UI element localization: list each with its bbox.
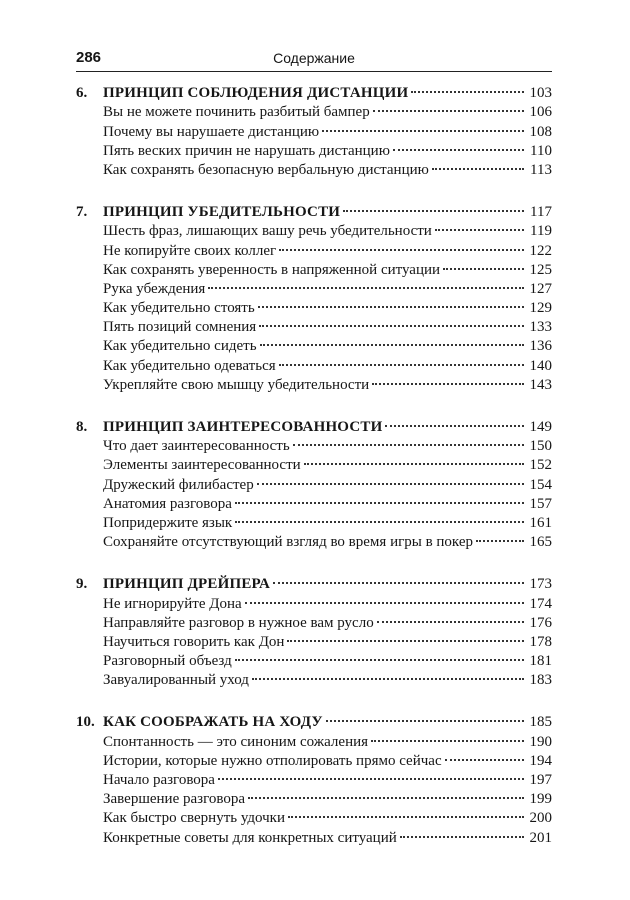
page-ref: 194 [529,752,552,769]
page-ref: 199 [529,791,552,808]
page-ref: 125 [529,261,552,278]
page-ref: 201 [529,829,552,846]
dot-leader [435,216,524,235]
chapter-title-entry[interactable] [76,197,552,221]
dot-leader [326,707,524,726]
dot-leader [393,136,524,155]
dot-leader [260,331,524,350]
dot-leader [235,646,524,665]
page-ref: 119 [530,223,552,240]
entry-title: Анатомия разговора [103,495,232,512]
dot-leader [257,469,524,488]
page-ref: 150 [529,438,552,455]
page-ref: 136 [529,338,552,355]
entry-title: Разговорный объезд [103,653,232,670]
chapter-title: ПРИНЦИП ДРЕЙПЕРА [103,576,271,593]
entry-title: Как быстро свернуть удочки [103,810,285,827]
entry-title: Завуалированный уход [103,672,249,689]
page-ref: 154 [529,476,552,493]
entry-title: Укрепляйте свою мышцу убедительности [103,376,370,393]
dot-leader [293,431,524,450]
chapter-number: 8. [76,419,88,435]
dot-leader [208,274,524,293]
dot-leader [258,293,524,312]
dot-leader [445,746,524,765]
page-ref: 178 [529,633,552,650]
chapter-title-entry[interactable] [76,78,552,102]
entry-title: Как убедительно сидеть [103,338,257,355]
dot-leader [304,450,524,469]
entry-title: Попридержите язык [103,514,233,531]
chapter-number: 10. [76,714,95,731]
entry-title: Не игнорируйте Дона [103,595,242,612]
dot-leader [400,822,524,841]
entry-title: Конкретные советы для конкретных ситуаций [103,829,397,846]
entry-title: Пять веских причин не нарушать дистанцию [103,142,390,159]
page-ref: 140 [529,357,552,374]
page-ref: 200 [529,810,552,827]
page-ref: 174 [529,595,552,612]
dot-leader [385,412,524,431]
chapter-title-entry[interactable] [76,412,552,435]
page-ref: 190 [529,733,552,750]
entry-title: Научиться говорить как Дон [103,633,285,650]
entry-title: Рука убеждения [103,280,206,297]
dot-leader [218,765,524,784]
entry-title: Начало разговора [103,772,215,788]
chapter-title-entry[interactable] [76,707,552,731]
page-ref: 197 [529,772,552,788]
dot-leader [287,627,524,646]
chapter-number: 6. [76,85,88,102]
dot-leader [432,155,524,174]
chapter-number: 7. [76,204,88,221]
entry-title: Вы не можете починить разбитый бампер [103,104,370,121]
page-ref: 183 [529,672,552,689]
chapter-6 [76,78,552,178]
dot-leader [252,665,524,684]
page-ref: 103 [529,85,552,102]
dot-leader [259,312,524,331]
entry-title: Как сохранять уверенность в напряженной ситуации [103,261,441,278]
entry-title: Пять позиций сомнения [103,319,257,336]
page-ref: 117 [530,204,552,221]
page-header [76,47,552,72]
chapter-number: 9. [76,576,88,593]
page-ref: 165 [529,534,552,551]
chapter-title: ПРИНЦИП УБЕДИТЕЛЬНОСТИ [103,204,341,221]
entry-title: Что дает заинтересованность [103,438,290,455]
page-ref: 149 [529,419,552,435]
page-ref: 185 [529,714,552,731]
dot-leader [476,527,524,546]
entry-title: Как сохранять безопасную вербальную дистанцию [103,161,429,178]
dot-leader [322,116,524,135]
table-of-contents [76,78,552,865]
chapter-title: КАК СООБРАЖАТЬ НА ХОДУ [103,714,323,731]
entry-title: Дружеский филибастер [103,476,254,493]
page-ref: 129 [529,300,552,317]
dot-leader [373,97,524,116]
page-number: 286 [76,49,102,66]
page-ref: 161 [529,514,552,531]
page-ref: 108 [529,123,552,140]
running-title: Содержание [273,50,355,66]
dot-leader [248,784,524,803]
chapter-10 [76,707,552,846]
page-ref: 122 [529,242,552,259]
entry-title: Не копируйте своих коллег [103,242,277,259]
entry-title: Направляйте разговор в нужное вам русло [103,614,374,631]
page-ref: 181 [529,653,552,670]
entry-title: Завершение разговора [103,791,245,808]
dot-leader [288,803,524,822]
chapter-title: ПРИНЦИП ЗАИНТЕРЕСОВАННОСТИ [103,419,383,435]
chapter-7 [76,197,552,393]
page-ref: 176 [529,614,552,631]
entry-title: Спонтанность — это синоним сожаления [103,733,369,750]
dot-leader [273,569,524,588]
page-ref: 133 [529,319,552,336]
chapter-title-entry[interactable] [76,569,552,593]
entry-title: Элементы заинтересованности [103,457,301,474]
entry-title: Истории, которые нужно отполировать прямо сейчас [103,752,442,769]
page-ref: 143 [529,376,552,393]
dot-leader [343,197,524,216]
dot-leader [245,588,524,607]
page-ref: 157 [529,495,552,512]
page-ref: 152 [529,457,552,474]
page-ref: 173 [529,576,552,593]
entry-title: Как убедительно одеваться [103,357,276,374]
entry-title: Сохраняйте отсутствующий взгляд во время игры в покер [103,534,474,551]
page-ref: 106 [529,104,552,121]
dot-leader [279,235,524,254]
entry-title: Шесть фраз, лишающих вашу речь убедительности [103,223,432,240]
dot-leader [411,78,524,97]
entry-title: Как убедительно стоять [103,300,255,317]
page-ref: 110 [530,142,552,159]
dot-leader [377,608,524,627]
chapter-9 [76,569,552,689]
page-ref: 127 [529,280,552,297]
dot-leader [235,489,524,508]
page-ref: 113 [530,161,552,178]
chapter-8 [76,412,552,551]
dot-leader [443,255,524,274]
dot-leader [235,508,524,527]
chapter-title: ПРИНЦИП СОБЛЮДЕНИЯ ДИСТАНЦИИ [103,85,409,102]
dot-leader [371,726,524,745]
dot-leader [372,370,524,389]
dot-leader [279,350,524,369]
entry-title: Почему вы нарушаете дистанцию [103,123,320,140]
